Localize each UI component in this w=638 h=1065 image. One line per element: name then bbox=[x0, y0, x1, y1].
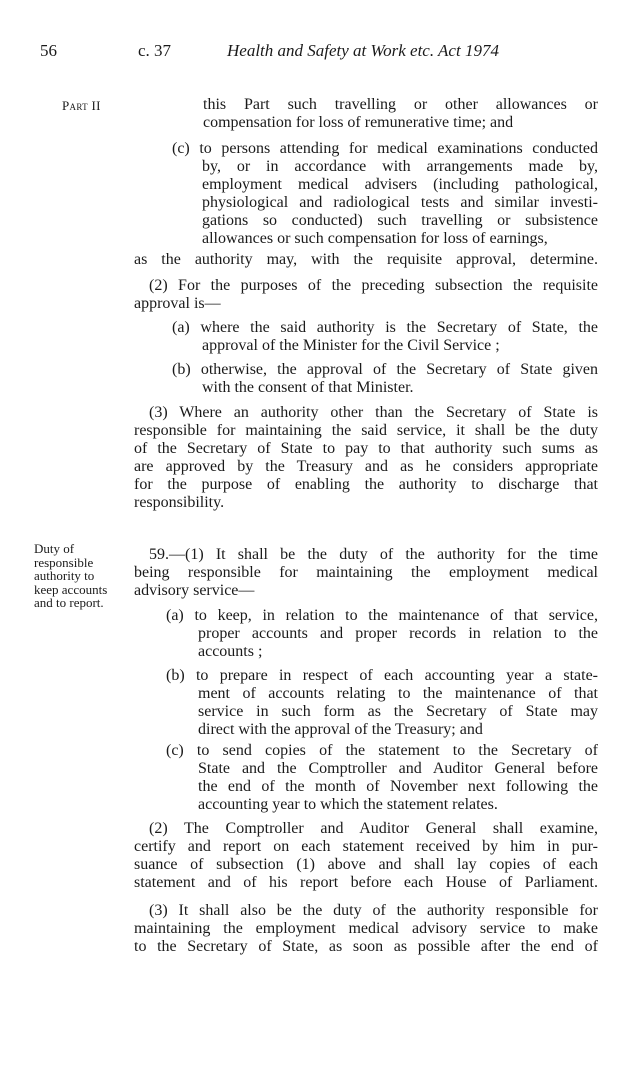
text-line: State and the Comptroller and Auditor General before bbox=[198, 760, 598, 777]
section-59-1 bbox=[134, 546, 598, 600]
text-line: suance of subsection (1) above and shall lay copies of each bbox=[134, 856, 598, 873]
text-line: of the Secretary of State to pay to that authority such sums as bbox=[134, 440, 598, 457]
margin-note bbox=[34, 542, 129, 610]
text-line: responsibility. bbox=[134, 494, 225, 511]
paragraph-continuation bbox=[203, 96, 598, 132]
text-line: (b) to prepare in respect of each accounting year a state- bbox=[166, 667, 598, 684]
item-59c bbox=[166, 742, 598, 814]
text-line: (a) to keep, in relation to the maintenance of that service, bbox=[166, 607, 598, 624]
text-line: proper accounts and proper records in relation to the bbox=[198, 625, 598, 642]
text-line: physiological and radiological tests and similar investi- bbox=[202, 194, 598, 211]
text-line: as the authority may, with the requisite approval, determine. bbox=[134, 251, 598, 268]
margin-note-line: authority to bbox=[34, 568, 95, 583]
text-line: advisory service— bbox=[134, 582, 255, 599]
item-59b bbox=[166, 667, 598, 739]
item-59a bbox=[166, 607, 598, 661]
text-line: accounts ; bbox=[198, 643, 263, 660]
text-line: the end of the month of November next following the bbox=[198, 778, 598, 795]
text-line: compensation for loss of remunerative time; and bbox=[203, 114, 514, 131]
item-c-medical-examinations bbox=[172, 140, 598, 248]
section-59-2 bbox=[134, 820, 598, 892]
text-line: approval of the Minister for the Civil Service ; bbox=[202, 337, 500, 354]
running-title: Health and Safety at Work etc. Act 1974 bbox=[227, 41, 499, 60]
subsection-3 bbox=[134, 404, 598, 512]
text-line: by, or in accordance with arrangements made by, bbox=[202, 158, 598, 175]
text-line: (a) where the said authority is the Secretary of State, the bbox=[172, 319, 598, 336]
text-line: statement and of his report before each House of Parliament. bbox=[134, 874, 598, 891]
text-line: responsible for maintaining the said service, it shall be the duty bbox=[134, 422, 598, 439]
text-line: maintaining the employment medical advisory service to make bbox=[134, 920, 598, 937]
margin-note-line: and to report. bbox=[34, 595, 104, 610]
text-line: 59.—(1) It shall be the duty of the authority for the time bbox=[149, 546, 598, 563]
text-line: this Part such travelling or other allowances or bbox=[203, 96, 598, 113]
text-line: (2) For the purposes of the preceding subsection the requisite bbox=[149, 277, 598, 294]
text-line: are approved by the Treasury and as he considers appropriate bbox=[134, 458, 598, 475]
margin-note-line: keep accounts bbox=[34, 581, 108, 597]
chapter-number: c. 37 bbox=[138, 41, 172, 60]
text-line: (2) The Comptroller and Auditor General shall examine, bbox=[149, 820, 598, 837]
text-line: to the Secretary of State, as soon as possible after the end of bbox=[134, 938, 598, 955]
text-line: approval is— bbox=[134, 295, 221, 312]
paragraph-determine bbox=[134, 251, 598, 269]
margin-note-line: Duty of bbox=[34, 541, 75, 556]
subsection-2 bbox=[134, 277, 598, 313]
item-2a bbox=[172, 319, 598, 355]
page-number: 56 bbox=[40, 41, 57, 60]
text-line: being responsible for maintaining the employment medical bbox=[134, 564, 598, 581]
text-line: for the purpose of enabling the authority to discharge that bbox=[134, 476, 598, 493]
text-line: service in such form as the Secretary of State may bbox=[198, 703, 598, 720]
text-line: allowances or such compensation for loss of earnings, bbox=[202, 230, 548, 247]
text-line: ment of accounts relating to the maintenance of that bbox=[198, 685, 598, 702]
text-line: (3) It shall also be the duty of the authority responsible for bbox=[149, 902, 598, 919]
text-line: (c) to send copies of the statement to the Secretary of bbox=[166, 742, 598, 759]
text-line: employment medical advisers (including pathological, bbox=[202, 176, 598, 193]
part-label: Part II bbox=[62, 98, 101, 113]
margin-note-line: responsible bbox=[34, 554, 94, 570]
text-line: direct with the approval of the Treasury; and bbox=[198, 721, 483, 738]
text-line: gations so conducted) such travelling or subsistence bbox=[202, 212, 598, 229]
text-line: certify and report on each statement received by him in pur- bbox=[134, 838, 598, 855]
text-line: accounting year to which the statement relates. bbox=[198, 796, 498, 813]
item-2b bbox=[172, 361, 598, 397]
text-line: (c) to persons attending for medical examinations conducted bbox=[172, 140, 598, 157]
text-line: with the consent of that Minister. bbox=[202, 379, 414, 396]
section-59-3 bbox=[134, 902, 598, 956]
text-line: (3) Where an authority other than the Secretary of State is bbox=[149, 404, 598, 421]
text-line: (b) otherwise, the approval of the Secretary of State given bbox=[172, 361, 598, 378]
